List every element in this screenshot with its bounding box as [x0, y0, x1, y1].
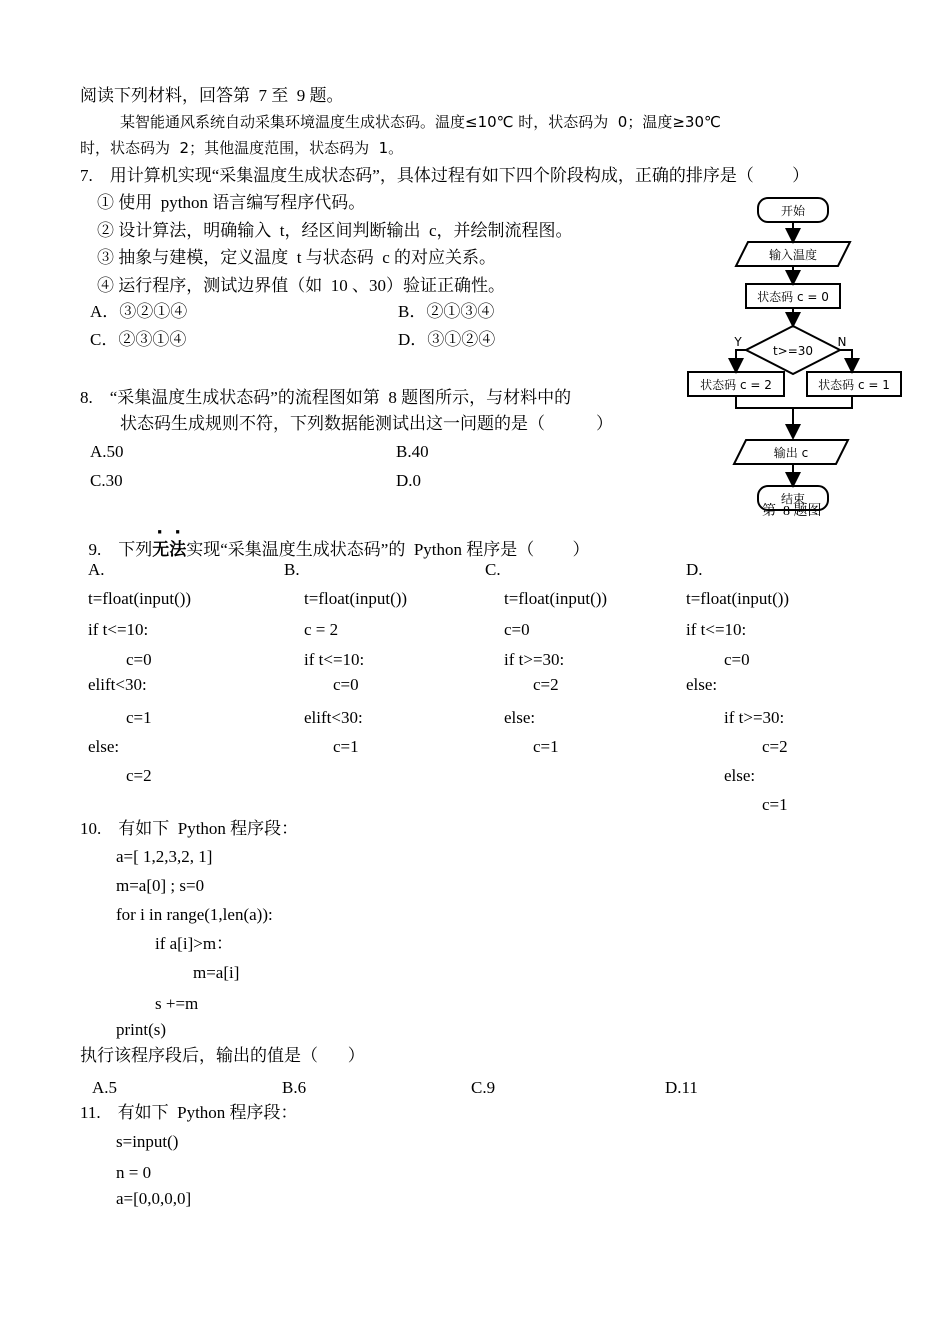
- q9-stem-suffix: 实现“采集温度生成状态码”的 Python 程序是（ ）: [186, 540, 590, 559]
- code-line: m=a[i]: [193, 963, 240, 982]
- q7-option-b[interactable]: B．②①③④: [398, 302, 495, 321]
- q9-option-d-label: D.: [686, 560, 703, 579]
- q9-option-a-label: A.: [88, 560, 105, 579]
- q7-step-2: ② 设计算法，明确输入 t，经区间判断输出 c，并绘制流程图。: [97, 221, 573, 240]
- q8-option-a[interactable]: A.50: [90, 442, 124, 461]
- flowchart-right-box-label: 状态码 c = 1: [818, 378, 890, 392]
- code-line: elift<30:: [304, 708, 363, 727]
- q8-option-c[interactable]: C.30: [90, 471, 123, 490]
- flowchart-output-label: 输出 c: [773, 446, 809, 460]
- code-line: for i in range(1,len(a)):: [116, 905, 273, 924]
- code-line: c=1: [126, 708, 152, 727]
- code-line: c=2: [126, 766, 152, 785]
- code-line: elift<30:: [88, 675, 147, 694]
- code-line: if a[i]>m：: [155, 934, 234, 953]
- code-line: else:: [88, 737, 120, 756]
- flowchart-start-label: 开始: [780, 204, 806, 218]
- q9-stem-prefix: 9. 下列: [88, 540, 153, 559]
- q7-stem: 7. 用计算机实现“采集温度生成状态码”，具体过程有如下四个阶段构成，正确的排序是（ ）: [80, 166, 810, 185]
- code-line: c=0: [126, 650, 152, 669]
- q7-step-1: ① 使用 python 语言编写程序代码。: [97, 193, 366, 212]
- q10-option-d[interactable]: D.11: [665, 1078, 698, 1097]
- code-line: c=2: [762, 737, 788, 756]
- code-line: else:: [504, 708, 536, 727]
- code-line: if t>=30:: [724, 708, 785, 727]
- q10-stem: 10. 有如下 Python 程序段：: [80, 819, 299, 838]
- q9-option-c-label: C.: [485, 560, 501, 579]
- flowchart-input-label: 输入温度: [768, 248, 818, 262]
- q11-stem: 11. 有如下 Python 程序段：: [80, 1103, 298, 1122]
- code-line: a=[ 1,2,3,2, 1]: [116, 847, 213, 866]
- code-line: t=float(input()): [88, 589, 192, 608]
- material-line-1: 某智能通风系统自动采集环境温度生成状态码。温度≤10℃ 时，状态码为 0；温度≥30℃: [120, 113, 721, 131]
- code-line: n = 0: [116, 1163, 152, 1182]
- code-line: a=[0,0,0,0]: [116, 1189, 192, 1208]
- q8-option-b[interactable]: B.40: [396, 442, 429, 461]
- code-line: c=0: [724, 650, 750, 669]
- q7-option-c[interactable]: C．②③①④: [90, 330, 187, 349]
- code-line: else:: [724, 766, 756, 785]
- code-line: t=float(input()): [504, 589, 608, 608]
- code-line: if t>=30:: [504, 650, 565, 669]
- flowchart-decision-label: t>=30: [772, 344, 814, 358]
- flowchart-no-label: N: [837, 335, 847, 349]
- q9-stem-emphasis: · · 无法: [152, 522, 187, 560]
- flowchart-yes-label: Y: [734, 335, 742, 349]
- q7-option-a[interactable]: A．③②①④: [90, 302, 188, 321]
- code-line: s +=m: [155, 994, 199, 1013]
- code-line: c = 2: [304, 620, 339, 639]
- flowchart-caption: 第 8 题图: [762, 504, 822, 519]
- q7-step-4: ④ 运行程序，测试边界值（如 10 、30）验证正确性。: [97, 276, 505, 295]
- flowchart-end-label: 结束: [780, 492, 806, 506]
- code-line: m=a[0] ; s=0: [116, 876, 205, 895]
- code-line: t=float(input()): [304, 589, 408, 608]
- code-line: print(s): [116, 1020, 167, 1039]
- q10-option-c[interactable]: C.9: [471, 1078, 496, 1097]
- code-line: c=1: [762, 795, 788, 814]
- material-lead: 阅读下列材料，回答第 7 至 9 题。: [80, 86, 344, 105]
- code-line: if t<=10:: [304, 650, 365, 669]
- code-line: c=1: [333, 737, 359, 756]
- material-line-2: 时，状态码为 2；其他温度范围，状态码为 1。: [80, 139, 404, 157]
- q10-question: 执行该程序段后，输出的值是（ ）: [80, 1046, 365, 1065]
- q8-stem-1: 8. “采集温度生成状态码”的流程图如第 8 题图所示，与材料中的: [80, 388, 572, 407]
- emphasis-dot-icon: ·: [156, 522, 164, 543]
- code-line: if t<=10:: [686, 620, 747, 639]
- flowchart: [680, 190, 910, 525]
- q7-step-3: ③ 抽象与建模，定义温度 t 与状态码 c 的对应关系。: [97, 248, 497, 267]
- code-line: if t<=10:: [88, 620, 149, 639]
- q10-option-a[interactable]: A.5: [92, 1078, 118, 1097]
- code-line: t=float(input()): [686, 589, 790, 608]
- q7-option-d[interactable]: D．③①②④: [398, 330, 496, 349]
- code-line: c=1: [533, 737, 559, 756]
- code-line: c=0: [504, 620, 530, 639]
- q9-option-b-label: B.: [284, 560, 300, 579]
- flowchart-init-label: 状态码 c = 0: [757, 290, 829, 304]
- q8-stem-2: 状态码生成规则不符，下列数据能测试出这一问题的是（ ）: [120, 414, 613, 433]
- q8-option-d[interactable]: D.0: [396, 471, 422, 490]
- code-line: c=0: [333, 675, 359, 694]
- q9-stem: [80, 524, 590, 559]
- flowchart-left-box-label: 状态码 c = 2: [700, 378, 772, 392]
- code-line: else:: [686, 675, 718, 694]
- code-line: c=2: [533, 675, 559, 694]
- code-line: s=input(): [116, 1132, 179, 1151]
- emphasis-dot-icon: ·: [174, 522, 182, 543]
- q10-option-b[interactable]: B.6: [282, 1078, 307, 1097]
